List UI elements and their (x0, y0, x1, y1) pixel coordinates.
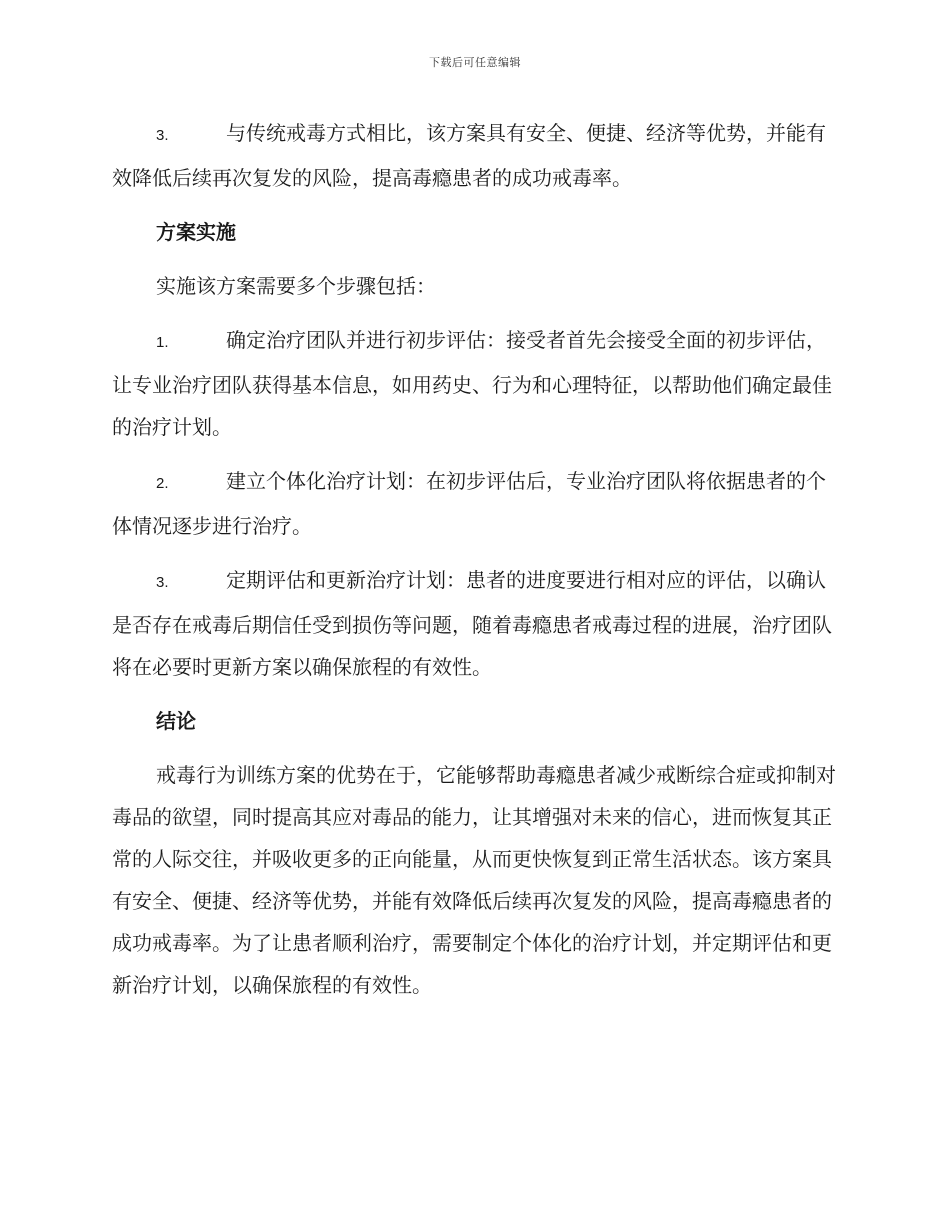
section-heading-conclusion: 结论 (156, 709, 196, 733)
list-number: 1. (156, 334, 169, 351)
page-header: 下载后可任意编辑 (429, 56, 521, 69)
list-item-step-3 (112, 559, 836, 688)
list-item-text: 定期评估和更新治疗计划：患者的进度要进行相对应的评估，以确认是否存在戒毒后期信任受到损伤等问题，随着毒瘾患者戒毒过程的进展，治疗团队将在必要时更新方案以确保旅程的有效性。 (112, 568, 832, 679)
list-number: 3. (156, 127, 169, 144)
list-item-text: 与传统戒毒方式相比，该方案具有安全、便捷、经济等优势，并能有效降低后续再次复发的风险，提高毒瘾患者的成功戒毒率。 (112, 121, 826, 190)
conclusion-paragraph: 戒毒行为训练方案的优势在于，它能够帮助毒瘾患者减少戒断综合症或抑制对毒品的欲望，同时提高其应对毒品的能力，让其增强对未来的信心，进而恢复其正常的人际交往，并吸收更多的正向能量，从而更快恢复到正常生活状态。该方案具有安全、便捷、经济等优势，并能有效降低后续再次复发的风险，提高毒瘾患者的成功戒毒率。为了让患者顺利治疗，需要制定个体化的治疗计划，并定期评估和更新治疗计划，以确保旅程的有效性。 (112, 763, 836, 997)
document-body (112, 112, 836, 1018)
implementation-intro: 实施该方案需要多个步骤包括： (156, 274, 436, 298)
list-item-step-2 (112, 460, 836, 547)
list-item-advantage-3 (112, 112, 836, 199)
list-item-text: 建立个体化治疗计划：在初步评估后，专业治疗团队将依据患者的个体情况逐步进行治疗。 (112, 469, 826, 538)
list-item-step-1 (112, 319, 836, 448)
list-item-text: 确定治疗团队并进行初步评估：接受者首先会接受全面的初步评估，让专业治疗团队获得基本信息，如用药史、行为和心理特征，以帮助他们确定最佳的治疗计划。 (112, 328, 832, 439)
list-number: 2. (156, 475, 169, 492)
list-number: 3. (156, 574, 169, 591)
section-heading-implementation: 方案实施 (156, 220, 236, 244)
